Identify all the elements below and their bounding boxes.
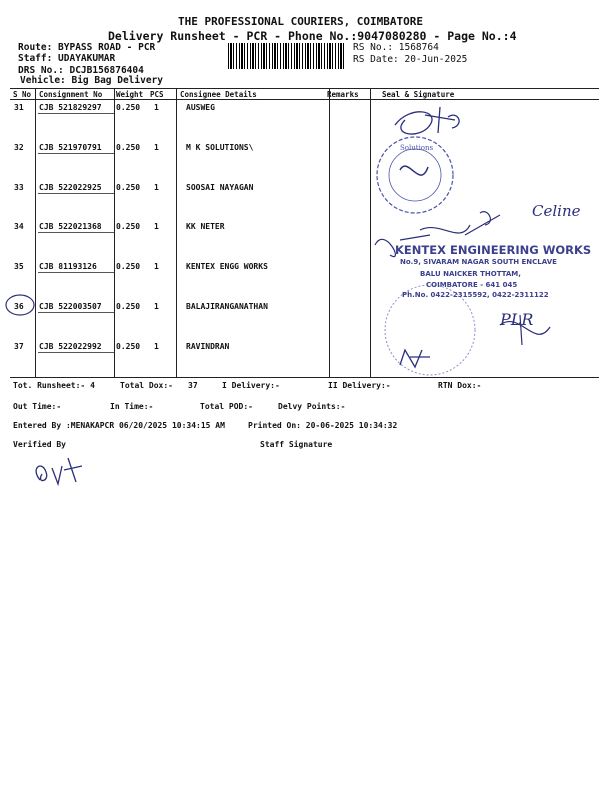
row-weight: 0.250	[116, 302, 141, 311]
col-header-sno: S No	[13, 90, 32, 99]
row-consignment: CJB 81193126	[39, 262, 97, 271]
drs-label: DRS No.: DCJB156876404	[18, 65, 144, 76]
col-divider	[329, 88, 330, 378]
signatures-overlay	[370, 95, 600, 380]
col-header-remarks: Remarks	[327, 90, 359, 99]
route-label: Route: BYPASS ROAD - PCR	[18, 42, 156, 53]
row-underline	[38, 193, 114, 194]
printed-on: Printed On: 20-06-2025 10:34:32	[248, 421, 398, 430]
barcode	[228, 43, 346, 69]
handwritten-circle	[4, 293, 38, 317]
row-consignment: CJB 522022925	[39, 183, 102, 192]
row-sno: 33	[14, 183, 24, 192]
tot-runsheet: Tot. Runsheet:- 4	[13, 381, 95, 390]
celine-signature: Celine	[532, 202, 581, 220]
row-consignment: CJB 521970791	[39, 143, 102, 152]
mk-stamp-text: Solutions	[400, 144, 434, 152]
col-header-seal: Seal & Signature	[382, 90, 455, 99]
out-time-label: Out Time:-	[13, 402, 62, 411]
company-title: THE PROFESSIONAL COURIERS, COIMBATORE	[178, 15, 424, 28]
staff-signature-label: Staff Signature	[260, 440, 333, 449]
staff-label: Staff: UDAYAKUMAR	[18, 53, 116, 64]
rs-date: RS Date: 20-Jun-2025	[353, 54, 468, 65]
row-underline	[38, 312, 114, 313]
row-consignment: CJB 522003507	[39, 302, 102, 311]
rtn-dox-label: RTN Dox:-	[438, 381, 482, 390]
kentex-stamp-title: KENTEX ENGINEERING WORKS	[395, 243, 592, 257]
row-pcs: 1	[154, 302, 159, 311]
in-time-label: In Time:-	[110, 402, 154, 411]
row-underline	[38, 352, 114, 353]
row-sno: 37	[14, 342, 24, 351]
row-sno: 35	[14, 262, 24, 271]
kentex-stamp-address2: BALU NAICKER THOTTAM,	[420, 270, 521, 278]
row-consignee: RAVINDRAN	[186, 342, 230, 351]
row-weight: 0.250	[116, 183, 141, 192]
ii-delivery-label: II Delivery:-	[328, 381, 391, 390]
row-underline	[38, 232, 114, 233]
i-delivery-label: I Delivery:-	[222, 381, 280, 390]
row-weight: 0.250	[116, 103, 141, 112]
runsheet-subtitle: Delivery Runsheet - PCR - Phone No.:9047080280 - Page No.:4	[108, 29, 517, 43]
row-pcs: 1	[154, 342, 159, 351]
row-consignment: CJB 521829297	[39, 103, 102, 112]
verified-signature	[28, 448, 88, 493]
entered-by: Entered By :MENAKAPCR 06/20/2025 10:34:15 AM	[13, 421, 225, 430]
row-consignee: SOOSAI NAYAGAN	[186, 183, 254, 192]
row-sno: 32	[14, 143, 24, 152]
table-top-border	[10, 88, 599, 89]
row-underline	[38, 272, 114, 273]
row-consignee: KENTEX ENGG WORKS	[186, 262, 268, 271]
row-pcs: 1	[154, 262, 159, 271]
kentex-stamp-address1: No.9, SIVARAM NAGAR SOUTH ENCLAVE	[400, 258, 557, 266]
row-pcs: 1	[154, 222, 159, 231]
row-sno: 31	[14, 103, 24, 112]
col-divider	[176, 88, 177, 378]
vehicle-label: Vehicle: Big Bag Delivery	[20, 75, 163, 86]
row-consignment: CJB 522022992	[39, 342, 102, 351]
rs-number: RS No.: 1568764	[353, 42, 439, 53]
row-weight: 0.250	[116, 262, 141, 271]
row-consignee: BALAJIRANGANATHAN	[186, 302, 268, 311]
col-header-consignment: Consignment No	[39, 90, 103, 99]
row-sno: 36	[14, 302, 24, 311]
row-underline	[38, 113, 114, 114]
total-dox-label: Total Dox:-	[120, 381, 173, 390]
col-header-consignee: Consignee Details	[180, 90, 257, 99]
col-divider	[114, 88, 115, 378]
row-pcs: 1	[154, 103, 159, 112]
row-weight: 0.250	[116, 342, 141, 351]
row-weight: 0.250	[116, 222, 141, 231]
row-weight: 0.250	[116, 143, 141, 152]
row-consignment: CJB 522021368	[39, 222, 102, 231]
row-consignee: KK NETER	[186, 222, 225, 231]
row-underline	[38, 153, 114, 154]
total-pod-label: Total POD:-	[200, 402, 253, 411]
kentex-stamp-phone: Ph.No. 0422-2315592, 0422-2311122	[402, 291, 549, 299]
row-pcs: 1	[154, 183, 159, 192]
plr-signature: PLR	[500, 310, 534, 329]
delvy-points-label: Delvy Points:-	[278, 402, 346, 411]
kentex-stamp-address3: COIMBATORE - 641 045	[426, 281, 518, 289]
row-sno: 34	[14, 222, 24, 231]
row-pcs: 1	[154, 143, 159, 152]
row-consignee: M K SOLUTIONS\	[186, 143, 254, 152]
col-header-pcs: PCS	[150, 90, 164, 99]
total-dox-value: 37	[188, 381, 198, 390]
col-divider	[35, 88, 36, 378]
verified-by-label: Verified By	[13, 440, 66, 449]
row-consignee: AUSWEG	[186, 103, 215, 112]
col-header-weight: Weight	[116, 90, 144, 99]
